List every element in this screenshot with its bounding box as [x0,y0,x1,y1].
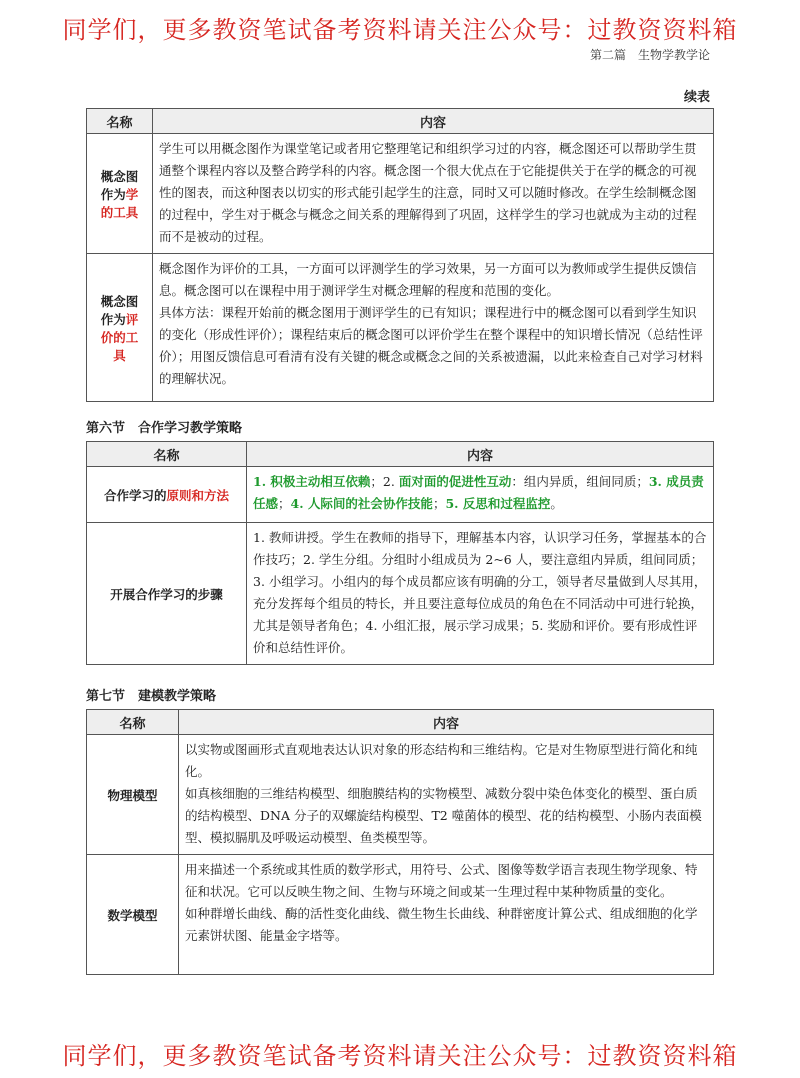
name-highlight: 原则和方法 [166,487,230,503]
name-highlight: 评 [125,311,139,327]
principle-item: 1. 积极主动相互依赖 [253,474,371,489]
name-highlight: 的工具 [100,204,139,220]
section-heading-6: 第六节 合作学习教学策略 [86,421,243,436]
table-header-row [87,710,714,735]
content-paragraph: 用来描述一个系统或其性质的数学形式，用符号、公式、图像等数学语言表现生物学现象、特征和状况。它可以反映生物之间、生物与环境之间或某一生理过程中某种物质量的变化。 [185,862,698,899]
separator: 。 [550,496,563,511]
name-highlight: 具 [113,347,126,363]
principle-note: ：组内异质，组间同质； [511,474,649,489]
header-name: 名称 [87,109,153,134]
row-name [87,467,247,523]
content-paragraph: 概念图作为评价的工具，一方面可以评测学生的学习效果，另一方面可以为教师或学生提供反馈信息。概念图可以在课程中用于测评学生对概念理解的程度和范围的变化。 [159,261,697,298]
row-content: 学生可以用概念图作为课堂笔记或者用它整理笔记和组织学习过的内容，概念图还可以帮助学生贯通整个课程内容以及整合跨学科的内容。概念图一个很大优点在于它能提供关于在学的概念的可视性的图表，而这种图表以切实的形式能引起学生的注意，同时又可以随时修改。在学生绘制概念图的过程中，学生对于概念与概念之间关系的理解得到了巩固，这样学生的学习也就成为主动的过程而不是被动的过程。 [153,134,714,254]
separator: ； [432,496,446,511]
table-row [87,523,714,665]
principle-item: 4. 人际间的社会协作技能 [290,496,433,511]
header-name: 名称 [87,710,179,735]
name-part: 作为 [100,311,126,327]
header-content: 内容 [179,710,714,735]
name-part: 概念图 [100,293,139,309]
table-header-row [87,109,714,134]
name-part: 合作学习的 [103,487,167,503]
name-part: 概念图 [100,168,139,184]
row-name: 开展合作学习的步骤 [87,523,247,665]
header-content: 内容 [153,109,714,134]
promo-banner-top: 同学们，更多教资笔试备考资料请关注公众号：过教资资料箱 [62,16,738,44]
row-name [87,254,153,402]
table-header-row [87,442,714,467]
table-row [87,855,714,975]
table-row [87,254,714,402]
row-name: 物理模型 [87,735,179,855]
table-row [87,735,714,855]
table-row [87,134,714,254]
content-paragraph: 如真核细胞的三维结构模型、细胞膜结构的实物模型、减数分裂中染色体变化的模型、蛋白质的结构模型、DNA 分子的双螺旋结构模型、T2 噬菌体的模型、花的结构模型、小肠内表面模型、模拟膈肌及呼吸运动模型、鱼类模型等。 [185,786,702,845]
section-heading-7: 第七节 建模教学策略 [86,689,217,704]
header-name: 名称 [87,442,247,467]
concept-map-table [86,108,714,402]
running-head: 第二篇 生物学教学论 [589,48,710,62]
table-row [87,467,714,523]
principle-item: 5. 反思和过程监控 [445,496,551,511]
name-highlight: 价的工 [100,329,139,345]
continued-label: 续表 [683,90,710,105]
row-content [179,855,714,975]
promo-banner-bottom: 同学们，更多教资笔试备考资料请关注公众号：过教资资料箱 [62,1042,738,1070]
cooperative-learning-table [86,441,714,665]
principle-item: 3. 成员责任感 [253,474,704,511]
row-content: 1. 教师讲授。学生在教师的指导下，理解基本内容，认识学习任务，掌握基本的合作技巧；2. 学生分组。分组时小组成员为 2~6 人，要注意组内异质，组间同质；3. 小组学习。小组内的每个成员都应该有明确的分工，领导者尽量做到人尽其用，充分发挥每个组员的特长，并且要注意每位成员的角色在不同活动中可进行轮换，尤其是领导者角色；4. 小组汇报，展示学习成果；5. 奖励和评价。要有形成性评价和总结性评价。 [247,523,714,665]
content-paragraph: 以实物或图画形式直观地表达认识对象的形态结构和三维结构。它是对生物原型进行简化和纯化。 [185,742,698,779]
row-name [87,134,153,254]
separator: ；2. [370,474,399,489]
content-paragraph: 如种群增长曲线、酶的活性变化曲线、微生物生长曲线、种群密度计算公式、组成细胞的化学元素饼状图、能量金字塔等。 [185,906,698,943]
header-content: 内容 [247,442,714,467]
principle-item: 面对面的促进性互动 [398,474,512,489]
name-part: 作为 [100,186,126,202]
row-name: 数学模型 [87,855,179,975]
row-content [179,735,714,855]
content-paragraph: 具体方法：课程开始前的概念图用于测评学生的已有知识；课程进行中的概念图可以看到学生知识的变化（形成性评价）；课程结束后的概念图可以评价学生在整个课程中的知识增长情况（总结性评价）；用图反馈信息可看清有没有关键的概念或概念之间的关系被遗漏，以此来检查自己对学习材料的理解状况。 [159,305,703,386]
separator: ； [278,496,291,511]
row-content [247,467,714,523]
row-content [153,254,714,402]
name-highlight: 学 [125,186,139,202]
modeling-table [86,709,714,975]
